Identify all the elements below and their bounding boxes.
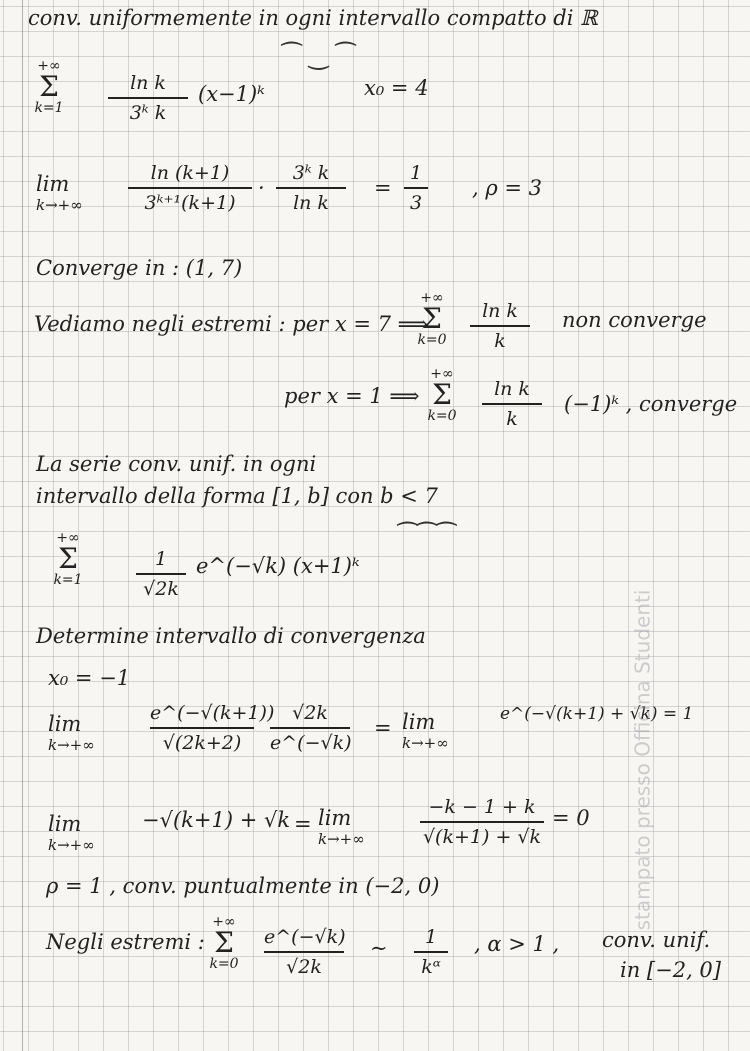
- fraction-numerator: e^(−√(k+1)): [150, 702, 275, 724]
- watermark-text: stampato presso Officina Studenti: [630, 589, 654, 931]
- converge-x1-label: (−1)ᵏ , converge: [564, 392, 738, 416]
- term-ex2: e^(−√k) (x+1)ᵏ: [196, 554, 360, 578]
- fraction-denominator: ln k: [293, 191, 329, 214]
- fraction-bar: [270, 727, 350, 729]
- fraction-denominator: √2k: [143, 577, 179, 600]
- sum-upper: +∞: [212, 914, 236, 930]
- limit-word: lim: [36, 172, 70, 196]
- limit-subscript: k→+∞: [402, 734, 449, 752]
- converge-interval: Converge in : (1, 7): [36, 256, 243, 280]
- limit-subscript: k→+∞: [48, 736, 95, 754]
- sum-symbol-endpoints: [206, 914, 242, 972]
- fraction-numerator: 3ᵏ k: [292, 162, 330, 184]
- fraction-bar: [150, 727, 254, 729]
- limit-ex2-d: [318, 806, 365, 848]
- radius-ex1: , ρ = 3: [472, 176, 543, 200]
- equals-sign: =: [374, 716, 392, 740]
- non-converge-label: non converge: [562, 308, 707, 332]
- center-ex2: x₀ = −1: [48, 666, 131, 690]
- sum-symbol-ex1: [34, 58, 64, 116]
- asymptotic-sign: ∼: [370, 936, 388, 960]
- fraction-denominator: k: [506, 407, 518, 430]
- fraction-bar: [128, 187, 252, 189]
- fraction-numerator: 1: [424, 926, 438, 948]
- fraction-numerator: ln (k+1): [150, 162, 230, 184]
- fraction-c: [420, 796, 544, 848]
- sum-lower: k=0: [209, 956, 239, 972]
- fraction-bar: [414, 951, 448, 953]
- fraction-comparison: [414, 926, 448, 978]
- endpoint-x1-text: per x = 1 ⟹: [284, 384, 420, 408]
- tilde-mark: ⁀⁀⁀: [398, 522, 456, 550]
- limit-word: lim: [48, 812, 82, 836]
- endpoints-label: Negli estremi :: [46, 930, 205, 954]
- fraction-x7: [470, 300, 530, 352]
- page-heading: conv. uniformemente in ogni intervallo compatto di ℝ: [28, 6, 598, 30]
- fraction-x1: [482, 378, 542, 430]
- fraction-bar: [108, 97, 188, 99]
- fraction-bar: [420, 821, 544, 823]
- sum-upper: +∞: [430, 366, 454, 382]
- ratio-fraction-2: [276, 162, 346, 214]
- equals-sign: =: [374, 176, 392, 200]
- sigma-glyph: Σ: [39, 70, 59, 103]
- fraction-denominator: 3: [409, 191, 423, 214]
- margin-line: [22, 0, 23, 1051]
- fraction-numerator: 1: [409, 162, 423, 184]
- watermark: [628, 520, 656, 1000]
- determine-interval: Determine intervallo di convergenza: [36, 624, 426, 648]
- multiply-dot: ·: [258, 176, 265, 200]
- fraction-denominator: e^(−√k): [270, 731, 352, 754]
- uniform-conv-interval: in [−2, 0]: [620, 958, 721, 982]
- center-ex1: x₀ = 4: [364, 76, 429, 100]
- fraction-b: [270, 702, 350, 754]
- fraction-denominator: kᵅ: [421, 955, 441, 978]
- sum-upper: +∞: [37, 58, 61, 74]
- fraction-denominator: 3ᵏ⁺¹(k+1): [144, 191, 236, 214]
- fraction-ex2: [136, 548, 186, 600]
- fraction-numerator: ln k: [494, 378, 530, 400]
- fraction-ex1: [108, 72, 188, 124]
- limit-ex1: [36, 172, 83, 214]
- sum-lower: k=0: [427, 408, 457, 424]
- uniform-conv-line-2: intervallo della forma [1, b] con b < 7: [36, 484, 438, 508]
- fraction-denominator: √(k+1) + √k: [422, 825, 542, 848]
- fraction-endpoints: [264, 926, 344, 978]
- fraction-bar: [404, 187, 428, 189]
- sigma-glyph: Σ: [58, 542, 78, 575]
- fraction-denominator: k: [494, 329, 506, 352]
- result-fraction: [404, 162, 428, 214]
- fraction-bar: [136, 573, 186, 575]
- limit-word: lim: [318, 806, 352, 830]
- sum-lower: k=1: [53, 572, 83, 588]
- uniform-conv-label: conv. unif.: [602, 928, 711, 952]
- limit-result-a: e^(−√(k+1) + √k) = 1: [500, 704, 694, 724]
- limit-subscript: k→+∞: [48, 836, 95, 854]
- sum-upper: +∞: [420, 290, 444, 306]
- sigma-glyph: Σ: [432, 378, 452, 411]
- limit-word: lim: [48, 712, 82, 736]
- limit-ex2-c: [48, 812, 95, 854]
- sum-symbol-x7: [414, 290, 450, 348]
- fraction-denominator: √2k: [286, 955, 322, 978]
- endpoint-x7-text: Vediamo negli estremi : per x = 7 ⟹: [34, 312, 428, 336]
- tilde-mark: ⁀ ‿ ⁀: [282, 42, 356, 70]
- fraction-numerator: e^(−√k): [264, 926, 346, 948]
- ratio-fraction-1: [128, 162, 252, 214]
- fraction-numerator: ln k: [130, 72, 166, 94]
- limit-ex2-b: [402, 710, 449, 752]
- fraction-bar: [482, 403, 542, 405]
- sigma-glyph: Σ: [422, 302, 442, 335]
- fraction-numerator: −k − 1 + k: [428, 796, 536, 818]
- fraction-denominator: 3ᵏ k: [129, 101, 167, 124]
- power-term-ex1: (x−1)ᵏ: [198, 82, 265, 106]
- fraction-bar: [276, 187, 346, 189]
- fraction-bar: [264, 951, 344, 953]
- fraction-a: [150, 702, 275, 754]
- sum-symbol-ex2: [50, 530, 86, 588]
- limit-expression: −√(k+1) + √k: [142, 808, 291, 832]
- fraction-numerator: 1: [154, 548, 168, 570]
- alpha-condition: , α > 1 ,: [474, 932, 560, 956]
- uniform-conv-line-1: La serie conv. unif. in ogni: [36, 452, 317, 476]
- equals-sign: =: [294, 812, 312, 836]
- fraction-bar: [470, 325, 530, 327]
- sum-lower: k=0: [417, 332, 447, 348]
- fraction-denominator: √(2k+2): [162, 731, 242, 754]
- fraction-numerator: √2k: [292, 702, 328, 724]
- limit-result-b: = 0: [552, 806, 590, 830]
- limit-word: lim: [402, 710, 436, 734]
- limit-subscript: k→+∞: [318, 830, 365, 848]
- sum-lower: k=1: [34, 100, 64, 116]
- limit-ex2-a: [48, 712, 95, 754]
- fraction-numerator: ln k: [482, 300, 518, 322]
- sigma-glyph: Σ: [214, 926, 234, 959]
- sum-symbol-x1: [424, 366, 460, 424]
- radius-ex2: ρ = 1 , conv. puntualmente in (−2, 0): [46, 874, 440, 898]
- limit-subscript: k→+∞: [36, 196, 83, 214]
- sum-upper: +∞: [56, 530, 80, 546]
